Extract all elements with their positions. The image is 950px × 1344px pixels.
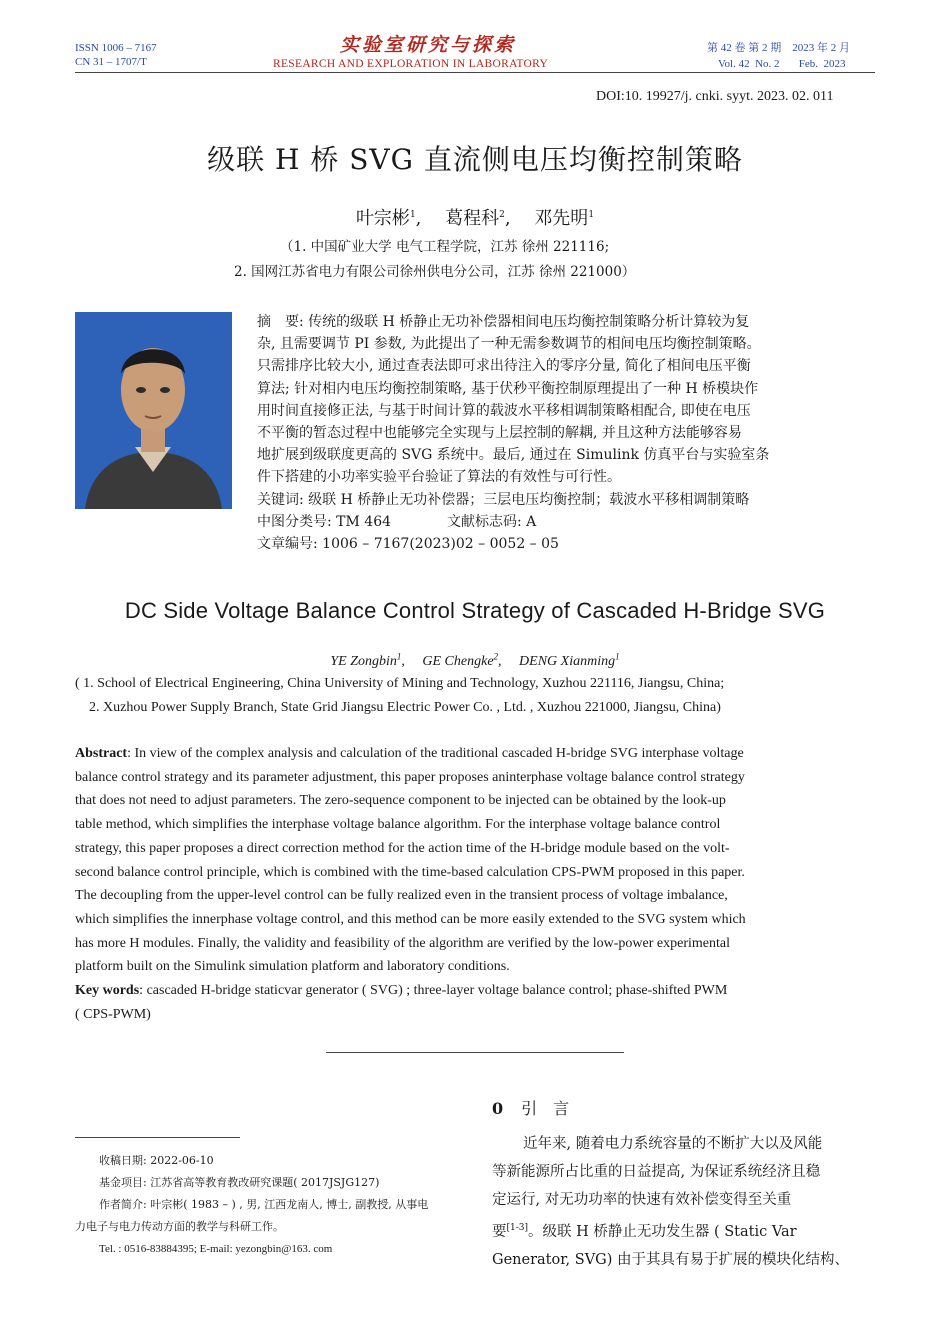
- intro-heading: [492, 1096, 569, 1119]
- intro-title: 引 言: [521, 1099, 570, 1118]
- fund-info: 基金项目: 江苏省高等教育教改研究课题( 2017JSJG127): [99, 1176, 380, 1189]
- affiliation-en-2: 2. Xuzhou Power Supply Branch, State Grid Jiangsu Electric Power Co. , Ltd. , Xuzhou 221000, Jiangsu, China): [89, 700, 721, 715]
- article-number: 文章编号: 1006 – 7167(2023)02 – 0052 – 05: [257, 536, 559, 553]
- abstract-cn-line: 不平衡的暂态过程中也能够完全实现与上层控制的解耦, 并且这种方法能够容易: [257, 425, 742, 442]
- affiliation-cn-2: 2. 国网江苏省电力有限公司徐州供电分公司，江苏 徐州 221000）: [234, 264, 636, 280]
- author-2-en-sup: 2: [493, 651, 499, 662]
- author-2-cn: 葛程科: [445, 208, 500, 229]
- intro-line: 。级联 H 桥静止无功发生器 ( Static Var: [528, 1223, 797, 1240]
- abstract-cn-line: 摘 要: 传统的级联 H 桥静止无功补偿器相间电压均衡控制策略分析计算较为复: [257, 314, 750, 330]
- keywords-cn: 关键词: 级联 H 桥静止无功补偿器；三层电压均衡控制；载波水平移相调制策略: [257, 491, 750, 508]
- abstract-en: Abstract: In view of the complex analysis and calculation of the traditional cascaded H-bridge SVG interphase voltage balance control strategy and its parameter adjustment, this paper proposes aninterphase voltage balance control strategy that does not need to adjust parameters. The zero-sequence component to be injected can be obtained by the look-up table method, which simplifies the interphase voltage balance algorithm. For the interphase voltage balance control strategy, this paper proposes a direct correction method for the action time of the H-bridge module based on the volt- second balance control principle, which is combined with the time-based calculation CPS-PWM proposed in this paper. The decoupling from the upper-level control can be fully realized even in the transient process of voltage imbalance, which simplifies the innerphase voltage control, and this method can be more easily extended to the SVG system which has more H modules. Finally, the validity and feasibility of the algorithm are verified by the low-power experimental platform built on the Simulink simulation platform and laboratory conditions. Key words: cascaded H-bridge staticvar generator ( SVG) ; three-layer voltage balance control; phase-shifted PWM ( CPS-PWM): [75, 742, 875, 1026]
- classification-line: [257, 511, 847, 533]
- doi: DOI:10. 19927/j. cnki. syyt. 2023. 02. 011: [596, 89, 834, 104]
- keywords-en-cont: ( CPS-PWM): [75, 1006, 151, 1022]
- abstract-en-line: second balance control principle, which is combined with the time-based calculation CPS-PWM proposed in this paper.: [75, 864, 745, 880]
- author-3-sup: 1: [588, 210, 595, 220]
- footnote: [75, 1150, 465, 1260]
- abstract-en-line: The decoupling from the upper-level control can be fully realized even in the transient process of voltage imbalance,: [75, 888, 728, 904]
- abstract-cn: [257, 311, 847, 555]
- abstract-cn-line: 杂, 且需要调节 PI 参数, 为此提出了一种无需参数调节的相间电压均衡控制策略。: [257, 336, 761, 353]
- page-title-en: DC Side Voltage Balance Control Strategy of Cascaded H-Bridge SVG: [124, 598, 826, 623]
- cn-number: CN 31 – 1707/T: [75, 56, 147, 68]
- author-3-en: DENG Xianming: [519, 654, 616, 669]
- footnote-rule: [75, 1137, 240, 1138]
- page-title-cn: 级联 H 桥 SVG 直流侧电压均衡控制策略: [207, 143, 743, 176]
- affiliation-cn-1: （1. 中国矿业大学 电气工程学院，江苏 徐州 221116;: [280, 239, 610, 255]
- keywords-en: cascaded H-bridge staticvar generator ( SVG) ; three-layer voltage balance control; phase-shifted PWM: [146, 983, 728, 999]
- abstract-cn-line: 地扩展到级联度更高的 SVG 系统中。最后, 通过在 Simulink 仿真平台与实验室条: [257, 447, 770, 464]
- abstract-en-line: balance control strategy and its parameter adjustment, this paper proposes aninterphase voltage balance control strategy: [75, 769, 745, 785]
- abstract-cn-line: 用时间直接修正法, 与基于时间计算的载波水平移相调制策略相配合, 即使在电压: [257, 402, 751, 419]
- intro-number: 0: [492, 1099, 504, 1118]
- authors-cn: 叶宗彬$^1$, 葛程科$^2$, 邓先明$^1$: [355, 208, 595, 229]
- abstract-en-label: Abstract: [75, 746, 128, 761]
- abstract-en-line: In view of the complex analysis and calculation of the traditional cascaded H-bridge SVG interphase voltage: [134, 746, 744, 761]
- journal-title-en: RESEARCH AND EXPLORATION IN LABORATORY: [273, 58, 549, 70]
- volume-cn: 第 42 卷 第 2 期 2023 年 2 月: [707, 42, 850, 54]
- abstract-cn-line: 算法; 针对相内电压均衡控制策略, 基于伏秒平衡控制原理提出了一种 H 桥模块作: [257, 380, 759, 397]
- intro-line: Generator, SVG) 由于其具有易于扩展的模块化结构、: [492, 1251, 850, 1268]
- keywords-en-label: Key words: [75, 983, 140, 999]
- author-1-en-sup: 1: [396, 651, 402, 662]
- abstract-en-line: that does not need to adjust parameters. The zero-sequence component to be injected can be obtained by the look-up: [75, 793, 726, 809]
- abstract-en-line: which simplifies the innerphase voltage control, and this method can be more easily extended to the SVG system which: [75, 911, 746, 927]
- abstract-en-line: platform built on the Simulink simulation platform and laboratory conditions.: [75, 959, 510, 975]
- volume-en: Vol. 42 No. 2 Feb. 2023: [718, 58, 846, 70]
- intro-line: 定运行, 对无功功率的快速有效补偿变得至关重: [492, 1192, 792, 1208]
- abstract-en-line: has more H modules. Finally, the validity and feasibility of the algorithm are verified by the low-power experimental: [75, 935, 730, 951]
- contact-info: Tel. : 0516-83884395; E-mail: yezongbin@163. com: [99, 1243, 333, 1255]
- author-2-sup: 2: [499, 210, 505, 220]
- affiliation-en-1: ( 1. School of Electrical Engineering, China University of Mining and Technology, Xuzhou 221116, Jiangsu, China;: [75, 676, 725, 691]
- author-1-sup: 1: [409, 210, 416, 220]
- intro-line: 要: [492, 1223, 507, 1240]
- author-3-en-sup: 1: [615, 651, 620, 662]
- intro-line: 等新能源所占比重的日益提高, 为保证系统经济且稳: [492, 1164, 821, 1180]
- header-rule: [75, 72, 875, 73]
- author-info: 作者简介: 叶宗彬( 1983 – ) , 男, 江西龙南人, 博士, 副教授, 从事电: [99, 1198, 429, 1211]
- section-divider: [326, 1052, 624, 1053]
- authors-en: YE Zongbin$^1$, GE Chengke$^2$, DENG Xianming$^1$: [330, 651, 620, 669]
- received-date: 收稿日期: 2022-06-10: [99, 1154, 214, 1167]
- intro-body: [492, 1130, 876, 1274]
- issn: ISSN 1006 – 7167: [75, 42, 157, 54]
- abstract-cn-line: 只需排序比较大小, 通过查表法即可求出待注入的零序分量, 简化了相间电压平衡: [257, 358, 751, 375]
- author-1-cn: 叶宗彬: [355, 208, 410, 229]
- author-3-cn: 邓先明: [534, 208, 589, 229]
- document-code: 文献标志码: A: [447, 513, 537, 530]
- intro-line: 近年来, 随着电力系统容量的不断扩大以及风能: [523, 1136, 823, 1152]
- abstract-cn-line: 件下搭建的小功率实验平台验证了算法的有效性与可行性。: [257, 469, 621, 486]
- abstract-en-line: strategy, this paper proposes a direct correction method for the action time of the H-bridge module based on the volt-: [75, 840, 730, 856]
- author-photo: [75, 312, 232, 509]
- author-1-en: YE Zongbin: [330, 654, 397, 669]
- abstract-en-line: table method, which simplifies the interphase voltage balance algorithm. For the interphase voltage balance control: [75, 817, 721, 833]
- author-info-cont: 力电子与电力传动方面的教学与科研工作。: [75, 1220, 284, 1233]
- journal-title-cn: 实验室研究与探索: [340, 34, 517, 56]
- author-2-en: GE Chengke: [422, 654, 494, 669]
- citation: [1-3]: [506, 1223, 529, 1233]
- clc-number: 中图分类号: TM 464: [257, 513, 392, 530]
